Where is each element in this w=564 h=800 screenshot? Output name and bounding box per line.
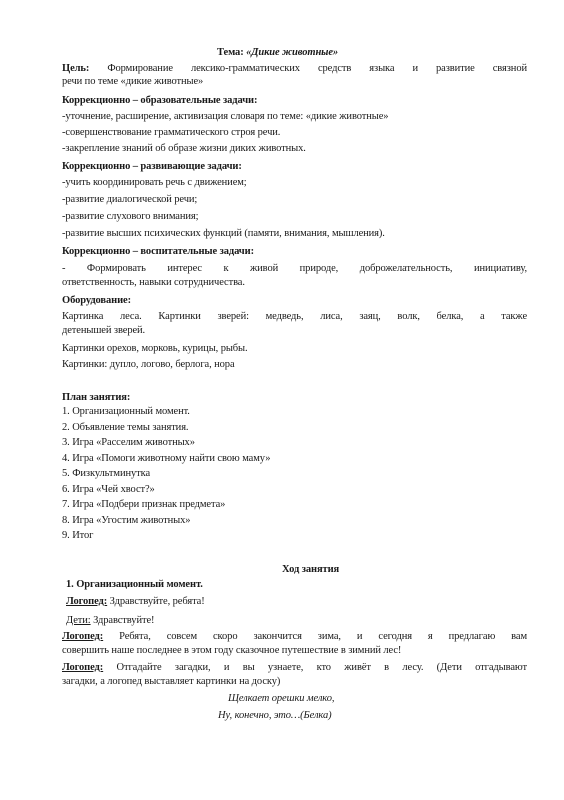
corr-dev-item: -развитие слухового внимания; — [62, 211, 199, 222]
plan-item: 3. Игра «Расселим животных» — [62, 437, 195, 448]
corr-edu-item: -уточнение, расширение, активизация словаря по теме: «дикие животные» — [62, 111, 389, 122]
goal-line-2: речи по теме «дикие животные» — [62, 76, 204, 87]
equipment-line-1: Картинка леса. Картинки зверей: медведь, лиса, заяц, волк, белка, а также — [62, 311, 527, 322]
speech-text: Отгадайте загадки, и вы узнаете, кто живёт в лесу. (Дети отгадывают — [103, 662, 527, 673]
goal-line-1 — [62, 62, 527, 75]
corr-dev-header: Коррекционно – развивающие задачи: — [62, 161, 242, 172]
dialogue-line-1 — [66, 595, 205, 608]
corr-edu-header: Коррекционно – образовательные задачи: — [62, 95, 258, 106]
speech-text: Здравствуйте! — [90, 615, 155, 626]
corr-up-line-1: - Формировать интерес к живой природе, доброжелательность, инициативу, — [62, 263, 527, 274]
dialogue-line-4-cont: загадки, а логопед выставляет картинки на доску) — [62, 676, 281, 687]
dialogue-line-4 — [62, 661, 527, 674]
dialogue-line-3-cont: совершить наше последнее в этом году сказочное путешествие в зимний лес! — [62, 645, 402, 656]
corr-up-line-2: ответственность, навыки сотрудничества. — [62, 277, 245, 288]
speaker-label: Дети: — [66, 615, 91, 626]
equipment-header: Оборудование: — [62, 295, 131, 306]
plan-item: 1. Организационный момент. — [62, 406, 190, 417]
plan-item: 9. Итог — [62, 530, 94, 541]
title-topic: «Дикие животные» — [246, 47, 339, 58]
corr-edu-item: -закрепление знаний об образе жизни диких животных. — [62, 143, 306, 154]
corr-dev-item: -учить координировать речь с движением; — [62, 177, 247, 188]
speech-text: Ребята, совсем скоро закончится зима, и сегодня я предлагаю вам — [103, 631, 527, 642]
plan-item: 2. Объявление темы занятия. — [62, 422, 189, 433]
corr-dev-item: -развитие диалогической речи; — [62, 194, 198, 205]
section-1-heading: 1. Организационный момент. — [66, 579, 203, 590]
plan-item: 5. Физкультминутка — [62, 468, 151, 479]
equipment-line-4: Картинки: дупло, логово, берлога, нора — [62, 359, 235, 370]
plan-item: 4. Игра «Помоги животному найти свою маму» — [62, 453, 271, 464]
course-header: Ход занятия — [282, 564, 340, 575]
plan-item: 7. Игра «Подбери признак предмета» — [62, 499, 226, 510]
equipment-line-2: детенышей зверей. — [62, 325, 146, 336]
corr-up-header: Коррекционно – воспитательные задачи: — [62, 246, 254, 257]
equipment-line-3: Картинки орехов, морковь, курицы, рыбы. — [62, 343, 248, 354]
speech-text: Здравствуйте, ребята! — [107, 596, 205, 607]
dialogue-line-3 — [62, 630, 527, 643]
goal-text-1: Формирование лексико-грамматических средств языка и развитие связной — [107, 63, 527, 74]
dialogue-line-2 — [66, 614, 154, 627]
plan-item: 8. Игра «Угостим животных» — [62, 515, 191, 526]
corr-edu-item: -совершенствование грамматического строя речи. — [62, 127, 281, 138]
speaker-label: Логопед: — [62, 631, 104, 642]
speaker-label: Логопед: — [62, 662, 104, 673]
goal-label: Цель: — [62, 63, 90, 74]
plan-header: План занятия: — [62, 392, 131, 403]
plan-item: 6. Игра «Чей хвост?» — [62, 484, 155, 495]
speaker-label: Логопед: — [66, 596, 108, 607]
title-prefix: Тема: — [217, 47, 247, 58]
riddle-line-1: Щелкает орешки мелко, — [228, 693, 335, 704]
riddle-answer: (Белка) — [300, 710, 332, 721]
doc-title — [217, 46, 338, 59]
corr-dev-item: -развитие высших психических функций (памяти, внимания, мышления). — [62, 228, 385, 239]
riddle-line-2 — [218, 709, 332, 722]
riddle-text: Ну, конечно, это… — [218, 710, 301, 721]
